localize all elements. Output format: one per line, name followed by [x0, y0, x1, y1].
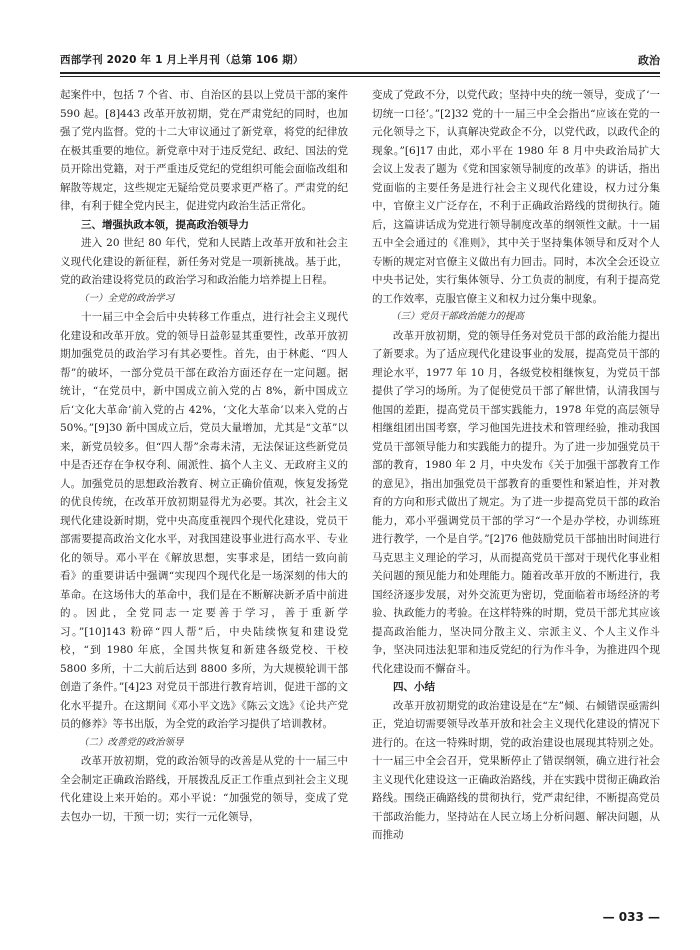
paragraph: 改革开放初期，党的领导任务对党员干部的政治能力提出了新要求。为了适应现代化建设事业的发展，提高党员干部的理论水平，1977 年 10 月，各级党校相继恢复，为党员干部提供了学习的场所。为了促使党员干部了解世情，认清我国与他国的差距，提高党员干部实践能力，1978 年党的高层领导相继组团出国考察，学习他国先进技术和管理经验，推动我国党员干部领导能力和实践能力的提升。为了进一步加强党员干部的教育，1980 年 2 月，中央发布《关于加强干部教育工作的意见》，指出加强党员干部教育的重要性和紧迫性，并对教育的方向和形式做出了规定。为了进一步提高党员干部的政治能力，邓小平强调党员干部的学习“一个是办学校，办训练班进行教学，一个是自学。”[2]76 他鼓励党员干部抽出时间进行马克思主义理论的学习，从而提高党员干部对于现代化事业相关问题的预见能力和处理能力。随着改革开放的不断进行，我国经济逐步发展，对外交流更为密切，党面临着市场经济的考验、执政能力的考验。在这样特殊的时期，党员干部尤其应该提高政治能力，坚决同分散主义、宗派主义、个人主义作斗争，坚决同违法犯罪和违反党纪的行为作斗争，为推进四个现代化建设而不懈奋斗。 — [372, 329, 660, 675]
header-rule-thin — [60, 76, 660, 77]
paragraph: 变成了党政不分，以党代政；坚持中央的统一领导，变成了‘一切统一口径’。”[2]32 党的十一届三中全会指出“应该在党的一元化领导之下，认真解决党政企不分，以党代政，以政代企的现象。”[6]17 由此，邓小平在 1980 年 8 月中央政治局扩大会议上发表了题为《党和国家领导制度的改革》的讲话，指出党面临的主要任务是进行社会主义现代化建设，权力过分集中，官僚主义广泛存在，不利于正确政治路线的贯彻执行。随后，这篇讲话成为党进行领导制度改革的纲领性文献。十一届五中全会通过的《准则》，其中关于坚持集体领导和反对个人专断的规定对官僚主义做出有力回击。同时，本次全会还设立中央书记处，实行集体领导、分工负责的制度，有利于提高党的工作效率，克服官僚主义和权力过分集中现象。 — [372, 89, 660, 305]
paragraph: 十一届三中全会后中央转移工作重点，进行社会主义现代化建设和改革开放。党的领导日益彰显其重要性，改革开放初期加强党员的政治学习有其必要性。首先，由于林彪、“四人帮”的破坏，一部分党员干部在政治方面还存在一定问题。据统计，“在党员中，新中国成立前入党的占 8%，新中国成立后‘文化大革命’前入党的占 42%，‘文化大革命’以来入党的占 50%。”[9]30 新中国成立后，党员大量增加，尤其是“文革”以来，新党员较多。但“四人帮”余毒未清，无法保证这些新党员中是否还存在争权夺利、闹派性、搞个人主义、无政府主义的人。加强党员的思想政治教育、树立正确价值观，恢复发扬党的优良传统，在改革开放初期显得尤为必要。其次，社会主义现代化建设新时期，党中央高度重视四个现代化建设，党员干部需要提高政治文化水平，对我国建设事业进行高水平、专业化的领导。邓小平在《解放思想，实事求是，团结一致向前看》的重要讲话中强调“实现四个现代化是一场深刻的伟大的革命。在这场伟大的革命中，我们是在不断解决新矛盾中前进的。因此，全党同志一定要善于学习，善于重新学习。”[10]143 粉碎“四人帮”后，中央陆续恢复和建设党校，“到 1980 年底，全国共恢复和新建各级党校、干校 5800 多所，十二大前后达到 8800 多所，为大规模轮训干部创造了条件。”[4]23 对党员干部进行教育培训，促进干部的文化水平提升。在这期间《邓小平文选》《陈云文选》《论共产党员的修养》等书出版，为全党的政治学习提供了培训教材。 — [60, 311, 348, 730]
paragraph: 改革开放初期党的政治建设是在“左”倾、右倾错误亟需纠正，党迫切需要领导改革开放和社会主义现代化建设的情况下进行的。在这一特殊时期，党的政治建设也展现其特别之处。十一届三中全会召开，党果断停止了错误纲领，确立进行社会主义现代化建设这一正确政治路线，并在实践中贯彻正确政治路线。围绕正确路线的贯彻执行，党严肃纪律，不断提高党员干部政治能力，坚持站在人民立场上分析问题、解决问题，从而推动 — [372, 699, 660, 841]
journal-title: 西部学刊 2020 年 1 月上半月刊（总第 106 期） — [60, 54, 304, 66]
right-column — [372, 86, 660, 845]
left-column — [60, 86, 348, 826]
paragraph: 起案件中，包括 7 个省、市、自治区的县以上党员干部的案件 590 起。[8]443 改革开放初期，党在严肃党纪的同时，也加强了党内监督。党的十二大审议通过了新党章，将党的纪律放在极其重要的地位。新党章中对于违反党纪、政纪、国法的党员开除出党籍，对于严重违反党纪的党组织可能会面临改组和解散等规定，这些规定无疑给党员要求更严格了。严肃党的纪律，有利于健全党内民主，促进党内政治生活正常化。 — [60, 89, 348, 212]
paragraph: 进入 20 世纪 80 年代，党和人民踏上改革开放和社会主义现代化建设的新征程，新任务对党是一项新挑战。基于此，党的政治建设将党员的政治学习和政治能力培养提上日程。 — [60, 237, 348, 286]
subsection-heading: （二）改善党的政治领导 — [79, 736, 184, 748]
section-heading: 四、小结 — [393, 681, 435, 693]
paragraph: 改革开放初期，党的政治领导的改善是从党的十一届三中全会制定正确政治路线，开展拨乱反正工作重点到社会主义现代化建设上来开始的。邓小平说：“加强党的领导，变成了党去包办一切，干预一切；实行一元化领导， — [60, 755, 348, 823]
section-label: 政治 — [638, 54, 660, 67]
running-header — [60, 52, 660, 70]
subsection-heading: （三）党员干部政治能力的提高 — [391, 311, 525, 322]
header-rule-thick — [60, 72, 660, 74]
section-heading: 三、增强执政本领，提高政治领导力 — [81, 218, 249, 231]
page-number: — 033 — — [602, 910, 660, 924]
subsection-heading: （一）全党的政治学习 — [79, 292, 175, 304]
